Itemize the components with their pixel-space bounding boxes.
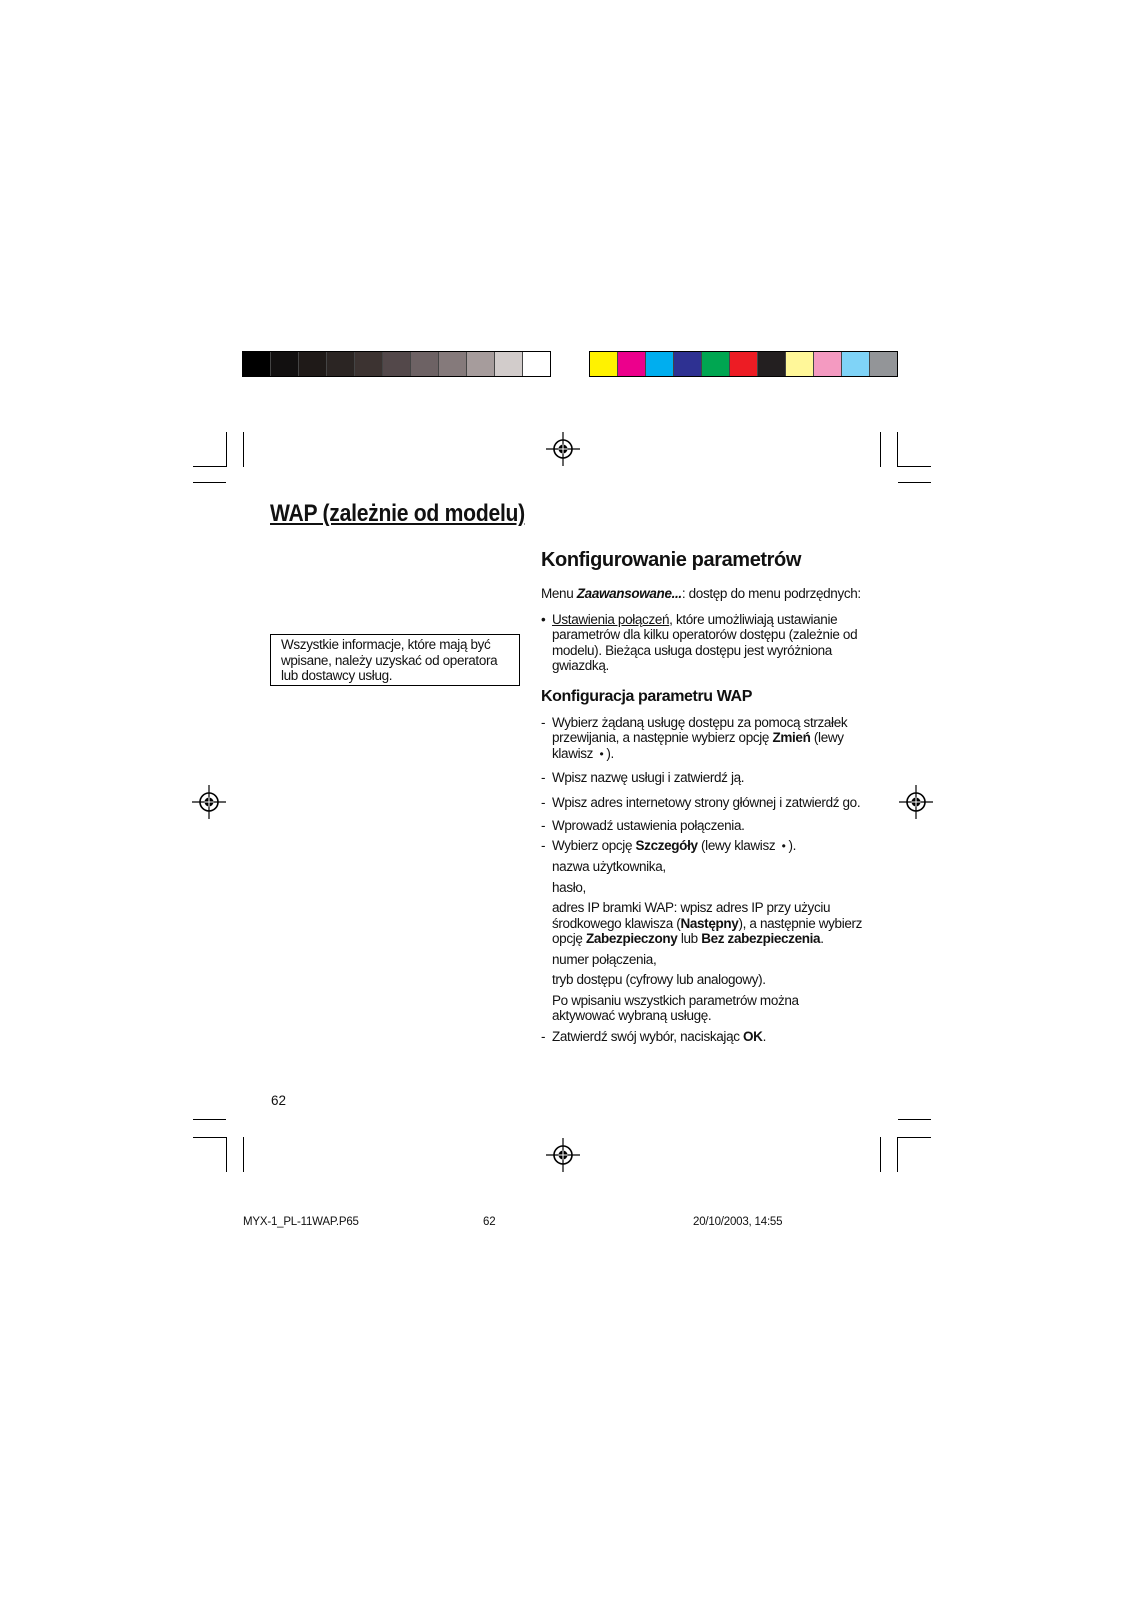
crop-mark [193, 482, 226, 483]
page-number: 62 [271, 1093, 287, 1108]
color-swatch [382, 352, 410, 376]
detail-item: hasło, [552, 879, 586, 895]
left-key-icon: • [781, 838, 786, 853]
color-swatch [438, 352, 466, 376]
menu-description: Menu Zaawansowane...: dostęp do menu podrzędnych: [541, 586, 861, 601]
registration-mark-icon [546, 432, 580, 466]
color-swatch [645, 352, 673, 376]
crop-mark [898, 482, 931, 483]
crop-mark [897, 432, 898, 467]
footer-date: 20/10/2003, 14:55 [693, 1216, 783, 1228]
detail-item: nazwa użytkownika, [552, 859, 666, 874]
color-swatch [522, 352, 550, 376]
section-title: Konfigurowanie parametrów [541, 549, 802, 571]
color-swatch [410, 352, 438, 376]
color-swatch [326, 352, 354, 376]
crop-mark [897, 1137, 931, 1138]
crop-mark [880, 432, 881, 467]
crop-mark [880, 1137, 881, 1172]
color-swatch [813, 352, 841, 376]
crop-mark [193, 466, 227, 467]
color-swatch [673, 352, 701, 376]
process-color-bar [589, 351, 898, 377]
content-column [541, 549, 863, 1052]
detail-item: tryb dostępu (cyfrowy lub analogowy). [552, 972, 766, 987]
color-swatch [701, 352, 729, 376]
left-key-icon: • [599, 746, 604, 761]
color-swatch [270, 352, 298, 376]
connection-settings-link: Ustawienia połączeń [552, 611, 670, 627]
bullet-marker: • [541, 611, 546, 627]
crop-mark [897, 466, 931, 467]
grayscale-color-bar [242, 351, 551, 377]
crop-mark [897, 1137, 898, 1172]
crop-mark [243, 1137, 244, 1172]
crop-mark [193, 1137, 227, 1138]
color-swatch [354, 352, 382, 376]
crop-mark [243, 432, 244, 467]
footer-page: 62 [483, 1216, 496, 1228]
detail-item: numer połączenia, [552, 951, 657, 967]
color-swatch [590, 352, 617, 376]
detail-item: adres IP bramki WAP: wpisz adres IP przy użyciu środkowego klawisza (Następny), a następnie wybierz opcję Zabezpieczony lub Bez zabezpieczenia. [552, 900, 863, 946]
color-swatch [729, 352, 757, 376]
crop-mark [193, 1119, 226, 1120]
list-item: - Wprowadź ustawienia połączenia. [541, 818, 745, 833]
registration-mark-icon [546, 1138, 580, 1172]
color-swatch [466, 352, 494, 376]
menu-name: Zaawansowane... [576, 586, 682, 601]
color-swatch [757, 352, 785, 376]
crop-mark [898, 1119, 931, 1120]
color-swatch [617, 352, 645, 376]
list-item: - Wybierz opcję Szczegóły (lewy klawisz • ). [541, 837, 797, 853]
note-text: Wszystkie informacje, które mają być wpisane, należy uzyskać od operatora lub dostawcy usług. [281, 637, 498, 683]
color-swatch [785, 352, 813, 376]
detail-item: Po wpisaniu wszystkich parametrów można aktywować wybraną usługę. [552, 992, 799, 1023]
list-item: - Wpisz adres internetowy strony głównej i zatwierdź go. [541, 794, 861, 810]
list-item: - Zatwierdź swój wybór, naciskając OK. [541, 1028, 766, 1044]
registration-mark-icon [192, 785, 226, 819]
color-swatch [494, 352, 522, 376]
color-swatch [869, 352, 897, 376]
registration-mark-icon [899, 785, 933, 819]
crop-mark [226, 432, 227, 467]
crop-mark [226, 1137, 227, 1172]
color-swatch [841, 352, 869, 376]
subsection-title: Konfiguracja parametru WAP [541, 687, 752, 705]
footer-filename: MYX-1_PL-11WAP.P65 [243, 1216, 359, 1228]
list-item: - Wpisz nazwę usługi i zatwierdź ją. [541, 770, 745, 785]
color-swatch [298, 352, 326, 376]
list-item: - Wybierz żądaną usługę dostępu za pomocą strzałek przewijania, a następnie wybierz opcję Zmień (lewy klawisz • ). [541, 714, 848, 761]
list-item: • Ustawienia połączeń, które umożliwiają ustawianie parametrów dla kilku operatorów dostępu (zależnie od modelu). Bieżąca usługa dostępu jest wyróżniona gwiazdką. [541, 611, 858, 673]
info-note-box [270, 634, 520, 686]
page-title: WAP (zależnie od modelu) [270, 500, 525, 527]
color-swatch [243, 352, 270, 376]
